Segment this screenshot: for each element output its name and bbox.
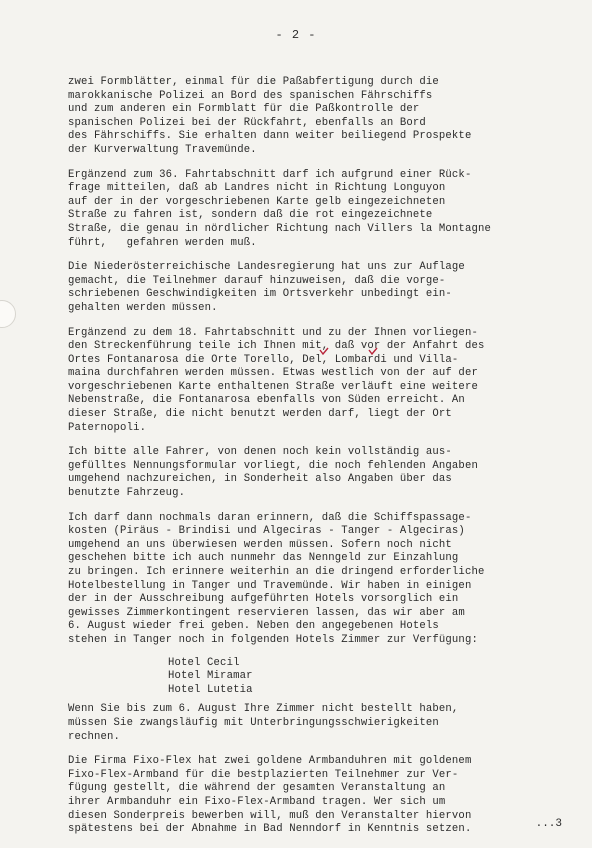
text-line: diesen Sonderpreis bewerben will, muß den Veranstalter hiervon: [68, 809, 472, 822]
text-line: umgehend nachzureichen, in Sonderheit also Angaben über das: [68, 473, 452, 486]
text-line: geschehen bitte ich auch nunmehr das Nenngeld zur Einzahlung: [68, 552, 459, 565]
text-line: Ich darf dann nochmals daran erinnern, daß die Schiffspassage-: [68, 511, 472, 524]
text-line: gemacht, die Teilnehmer darauf hinzuweisen, daß die vorge-: [68, 274, 446, 287]
text-line: müssen Sie zwangsläufig mit Unterbringungsschwierigkeiten: [68, 716, 439, 729]
text-line: stehen in Tanger noch in folgenden Hotels Zimmer zur Verfügung:: [68, 633, 478, 646]
text-line: Nebenstraße, die Fontanarosa ebenfalls von Süden erreicht. An: [68, 394, 465, 407]
pen-tick-mark-icon: [319, 347, 329, 355]
paragraph: [68, 446, 558, 500]
text-line: gefülltes Nennungsformular vorliegt, die noch fehlenden Angaben: [68, 459, 478, 472]
text-line: Ergänzend zu dem 18. Fahrtabschnitt und zu der Ihnen vorliegen-: [68, 326, 478, 339]
text-line: Straße, die genau in nördlicher Richtung nach Villers la Montagne: [68, 222, 491, 235]
paragraph: [68, 261, 558, 315]
text-line: zu bringen. Ich erinnere weiterhin an die dringend erforderliche: [68, 566, 485, 578]
punch-hole: [0, 300, 16, 328]
text-line: maina durchfahren werden müssen. Etwas westlich von der auf der: [68, 367, 478, 380]
continuation-marker: ...3: [535, 818, 562, 830]
text-line: der Kurverwaltung Travemünde.: [68, 143, 257, 156]
text-line: Paternopoli.: [68, 421, 147, 434]
text-line: marokkanische Polizei an Bord des spanischen Fährschiffs: [68, 89, 433, 102]
paragraph: [68, 76, 558, 158]
text-line: den Streckenführung teile ich Ihnen mit, daß vor der Anfahrt des: [68, 340, 485, 353]
text-line: umgehend an uns überwiesen werden müssen. Sofern noch nicht: [68, 538, 452, 551]
text-line: zwei Formblätter, einmal für die Paßabfertigung durch die: [68, 76, 439, 88]
text-line: Hotelbestellung in Tanger und Travemünde. Wir haben in einigen: [68, 579, 472, 592]
paragraph: [68, 327, 558, 436]
text-line: dieser Straße, die nicht benutzt werden darf, liegt der Ort: [68, 408, 452, 421]
hotel-item: Hotel Cecil: [168, 656, 240, 669]
letter-body: [68, 76, 558, 848]
text-line: auf der in der vorgeschriebenen Karte gelb eingezeichneten: [68, 195, 446, 208]
pen-tick-mark-icon: [368, 347, 378, 355]
text-line: benutzte Fahrzeug.: [68, 487, 186, 500]
paragraph: [68, 703, 558, 744]
hotel-item: Hotel Miramar: [168, 670, 253, 683]
page-number: - 2 -: [275, 28, 317, 42]
paragraphs-after-list: [68, 703, 558, 836]
paragraph: [68, 755, 558, 837]
text-line: spanischen Polizei bei der Rückfahrt, ebenfalls an Bord: [68, 116, 426, 129]
text-line: Fixo-Flex-Armband für die bestplazierten Teilnehmer zur Ver-: [68, 768, 459, 781]
hotel-item: Hotel Lutetia: [168, 683, 253, 696]
text-line: führt, gefahren werden muß.: [68, 236, 257, 249]
text-line: des Fährschiffs. Sie erhalten dann weiter beiliegend Prospekte: [68, 130, 472, 143]
text-line: rechnen.: [68, 730, 121, 743]
text-line: ihrer Armbanduhr ein Fixo-Flex-Armband tragen. Wer sich um: [68, 795, 446, 808]
text-line: Wenn Sie bis zum 6. August Ihre Zimmer nicht bestellt haben,: [68, 703, 459, 716]
text-line: Ortes Fontanarosa die Orte Torello, Del, Lombardi und Villa-: [68, 353, 459, 366]
text-line: vorgeschriebenen Karte enthaltenen Straße verläuft eine weitere: [68, 380, 478, 393]
text-line: der in der Ausschreibung aufgeführten Hotels vorsorglich ein: [68, 593, 459, 606]
text-line: spätestens bei der Abnahme in Bad Nenndorf in Kenntnis setzen.: [68, 823, 472, 836]
text-line: Ergänzend zum 36. Fahrtabschnitt darf ich aufgrund einer Rück-: [68, 168, 472, 181]
hotel-list: [168, 657, 558, 698]
paragraphs-before-list: [68, 76, 558, 648]
text-line: Die Firma Fixo-Flex hat zwei goldene Armbanduhren mit goldenem: [68, 755, 472, 768]
text-line: fügung gestellt, die während der gesamten Veranstaltung an: [68, 782, 446, 795]
paragraph: [68, 512, 558, 648]
text-line: kosten (Piräus - Brindisi und Algeciras - Tanger - Algeciras): [68, 525, 465, 538]
text-line: Die Niederösterreichische Landesregierung hat uns zur Auflage: [68, 261, 465, 274]
text-line: Straße zu fahren ist, sondern daß die rot eingezeichnete: [68, 209, 433, 222]
text-line: 6. August wieder frei geben. Neben den angegebenen Hotels: [68, 620, 439, 633]
text-line: frage mitteilen, daß ab Landres nicht in Richtung Longuyon: [68, 182, 446, 195]
paragraph: [68, 169, 558, 251]
text-line: schriebenen Geschwindigkeiten im Ortsverkehr unbedingt ein-: [68, 288, 452, 301]
text-line: Ich bitte alle Fahrer, von denen noch kein vollständig aus-: [68, 446, 452, 459]
text-line: gehalten werden müssen.: [68, 301, 218, 314]
text-line: und zum anderen ein Formblatt für die Paßkontrolle der: [68, 103, 420, 116]
text-line: gewisses Zimmerkontingent reservieren lassen, das wir aber am: [68, 606, 465, 619]
